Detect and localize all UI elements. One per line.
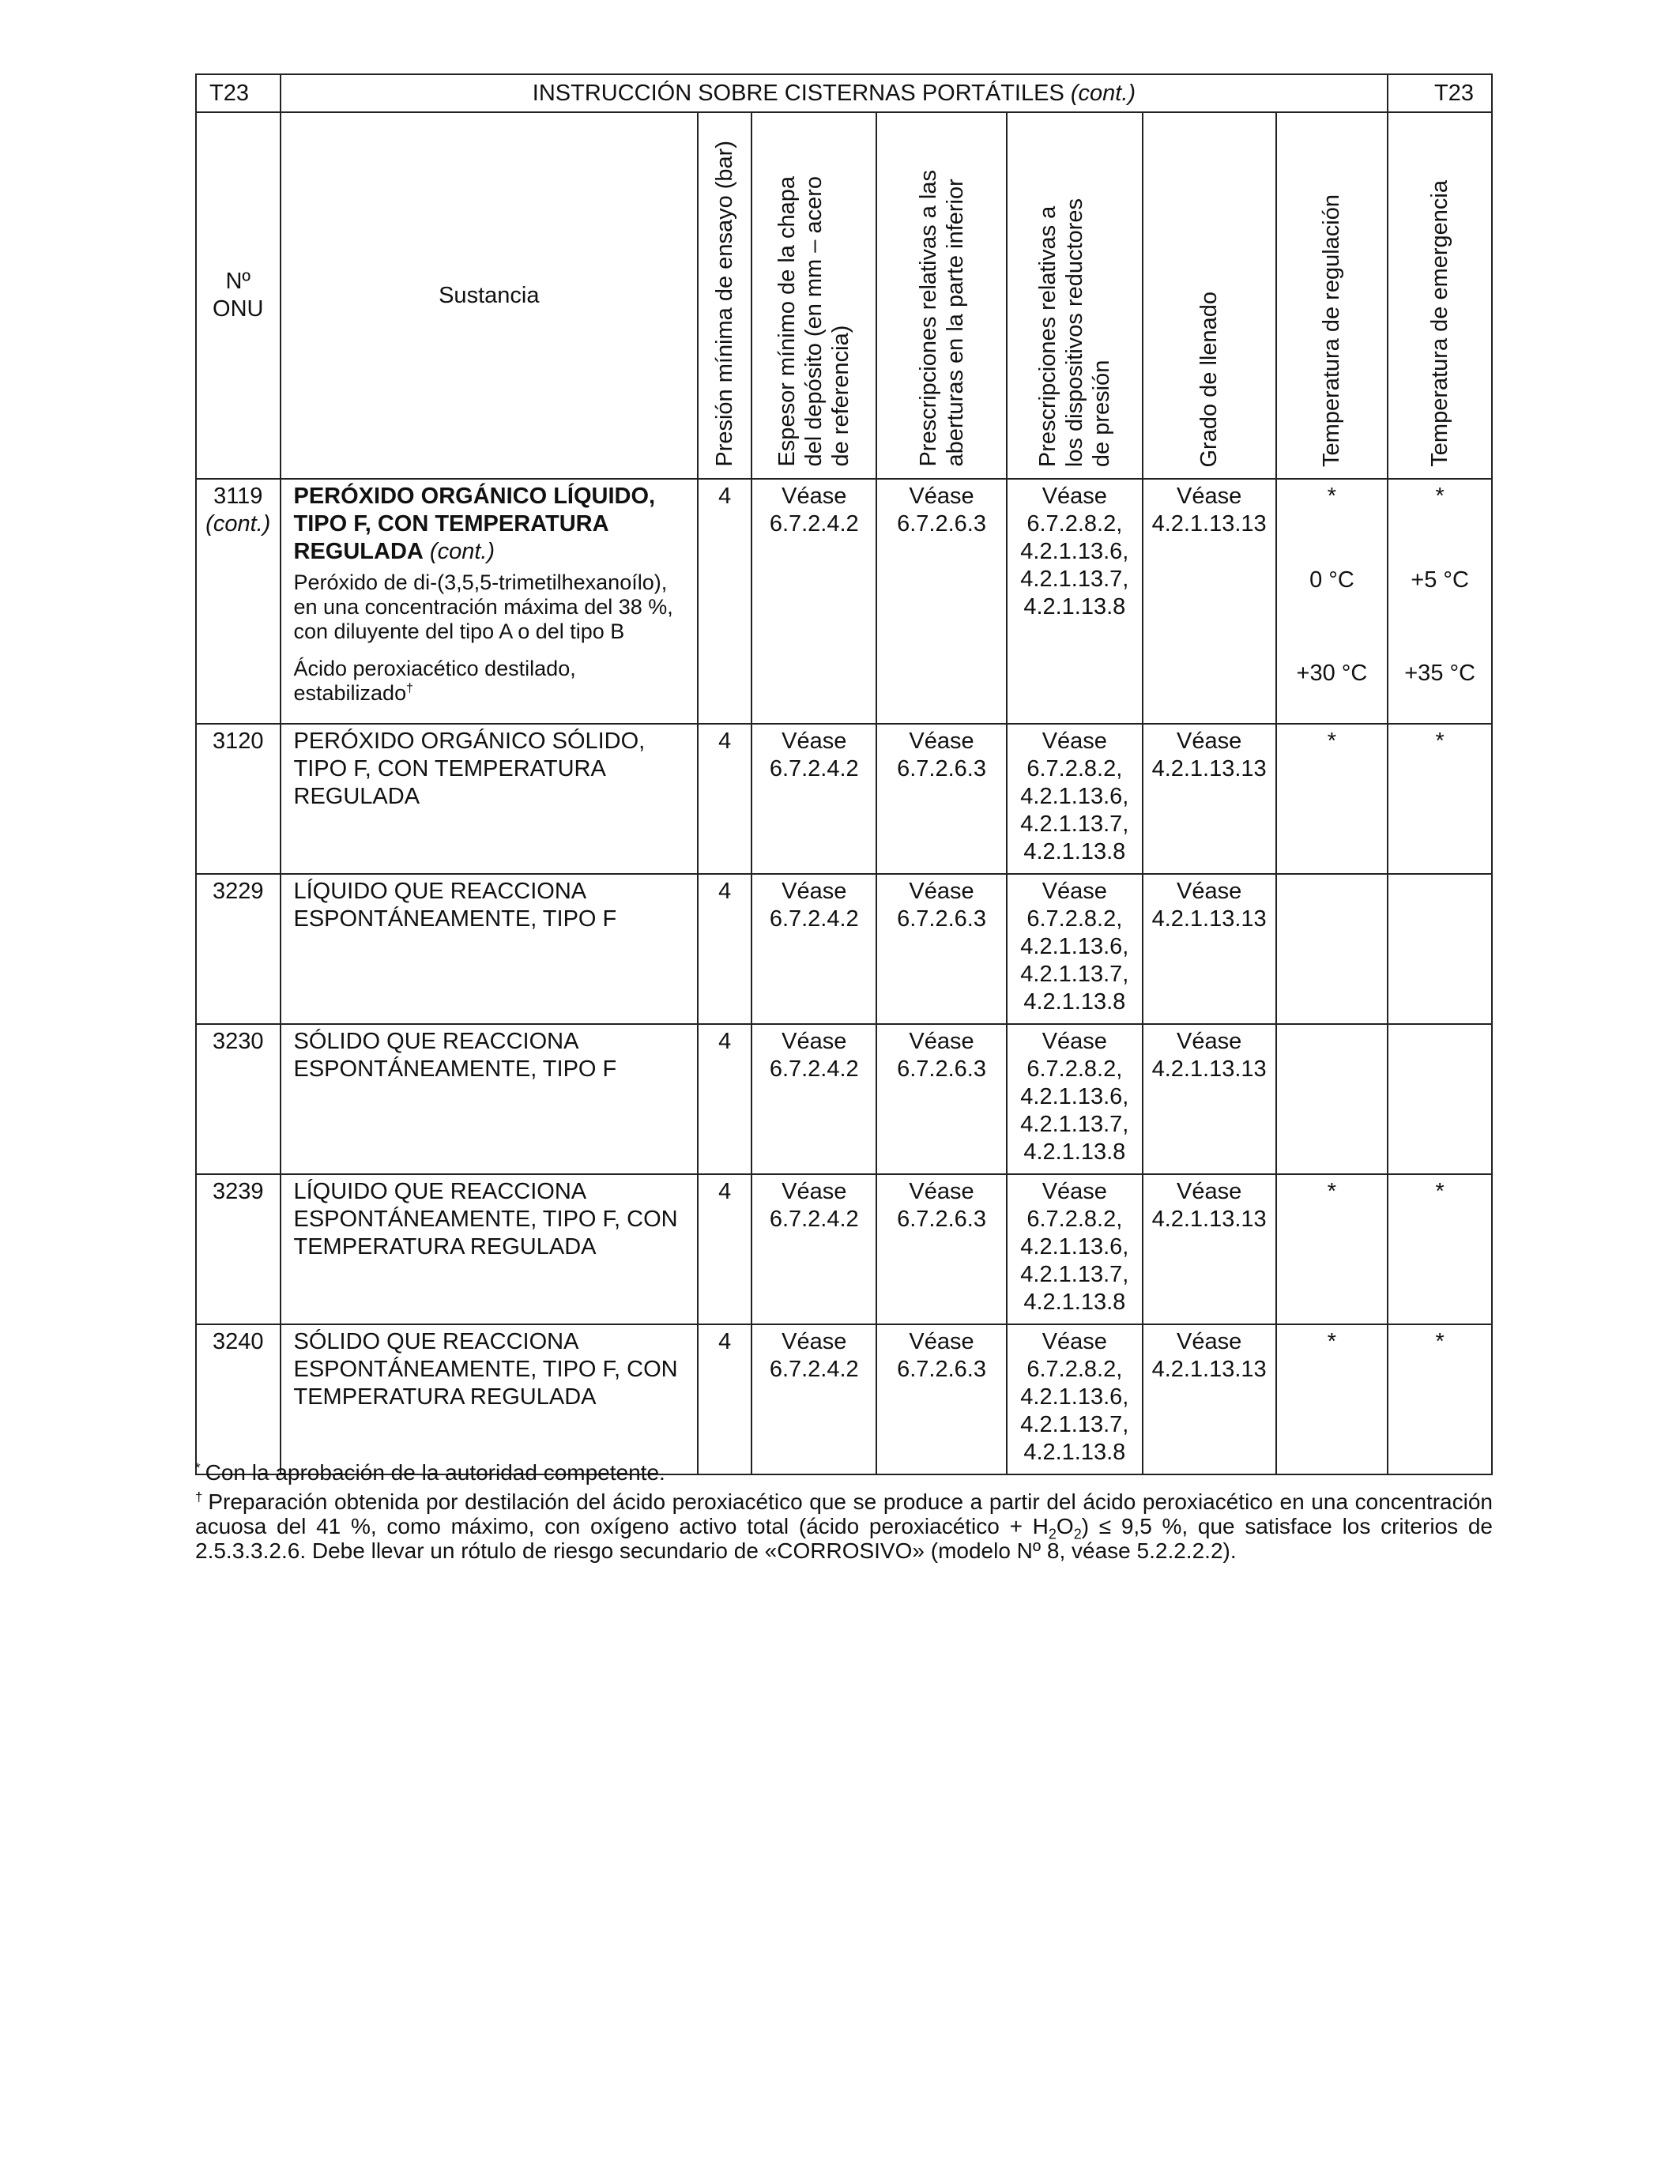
un-number: 3229: [196, 874, 281, 1024]
bottom-openings: Véase 6.7.2.6.3: [876, 874, 1007, 1024]
table-title-row: [196, 74, 1492, 112]
header-bottom-opening: [876, 112, 1007, 479]
pressure-relief: Véase 6.7.2.8.2, 4.2.1.13.6, 4.2.1.13.7, 4.2.1.13.8: [1007, 724, 1143, 874]
footnote-star-mark: *: [195, 1459, 201, 1475]
substance-name-text: PERÓXIDO ORGÁNICO LÍQUIDO, TIPO F, CON TEMPERATURA REGULADA: [293, 484, 656, 564]
header-min-test-pressure: [698, 112, 751, 479]
header-emergency-temperature: [1388, 112, 1492, 479]
footnote-star: [195, 1460, 1493, 1485]
shell-thickness: Véase 6.7.2.4.2: [751, 1024, 876, 1174]
substance-variant-1: Peróxido de di-(3,5,5-trimetilhexanoílo), en una concentración máxima del 38 %, con diluyente del tipo A o del tipo B: [293, 570, 673, 643]
table-title-cont: (cont.): [1070, 80, 1136, 106]
title-code-right: T23: [1388, 74, 1492, 112]
min-test-pressure: 4: [698, 1024, 751, 1174]
pressure-relief: Véase 6.7.2.8.2, 4.2.1.13.6, 4.2.1.13.7, 4.2.1.13.8: [1007, 1024, 1143, 1174]
footnote-dagger-subscript-a: 2: [1048, 1526, 1057, 1542]
bottom-openings: Véase 6.7.2.6.3: [876, 479, 1007, 724]
header-control-temperature: [1276, 112, 1388, 479]
footnote-dagger-text-b: O: [1056, 1514, 1074, 1538]
substance-name: SÓLIDO QUE REACCIONA ESPONTÁNEAMENTE, TIPO F: [281, 1024, 699, 1174]
header-substance: Sustancia: [281, 112, 699, 479]
control-temperature-footnote-mark: *: [1327, 484, 1337, 509]
emergency-temperature: *: [1388, 724, 1492, 874]
substance-name: PERÓXIDO ORGÁNICO SÓLIDO, TIPO F, CON TEMPERATURA REGULADA: [281, 724, 699, 874]
control-temperature-cell: [1276, 479, 1388, 724]
pressure-relief: Véase 6.7.2.8.2, 4.2.1.13.6, 4.2.1.13.7, 4.2.1.13.8: [1007, 1324, 1143, 1474]
emergency-temperature: [1388, 1024, 1492, 1174]
header-control-temperature-text: Temperatura de regulación: [1319, 194, 1345, 467]
bottom-openings: Véase 6.7.2.6.3: [876, 1324, 1007, 1474]
filling-degree: Véase 4.2.1.13.13: [1143, 724, 1276, 874]
pressure-relief: Véase 6.7.2.8.2, 4.2.1.13.6, 4.2.1.13.7, 4.2.1.13.8: [1007, 479, 1143, 724]
un-number: 3239: [196, 1174, 281, 1324]
min-test-pressure: 4: [698, 479, 751, 724]
emergency-temperature: *: [1388, 1174, 1492, 1324]
footnote-dagger: [195, 1489, 1493, 1563]
min-test-pressure: 4: [698, 874, 751, 1024]
min-test-pressure: 4: [698, 724, 751, 874]
dagger-footnote-mark: †: [406, 682, 413, 695]
emergency-temperature: [1388, 874, 1492, 1024]
table-header-row: [196, 112, 1492, 479]
portable-tank-instruction-table: [195, 73, 1493, 1475]
table-row: [196, 724, 1492, 874]
substance-name: LÍQUIDO QUE REACCIONA ESPONTÁNEAMENTE, TIPO F, CON TEMPERATURA REGULADA: [281, 1174, 699, 1324]
bottom-openings: Véase 6.7.2.6.3: [876, 1024, 1007, 1174]
filling-degree: Véase 4.2.1.13.13: [1143, 874, 1276, 1024]
table-title: [281, 74, 1388, 112]
header-pressure-relief: [1007, 112, 1143, 479]
header-min-shell-thickness: [751, 112, 876, 479]
footnote-dagger-text-c: ) ≤ 9,5 %, que satisface los criterios de 2.5.3.3.2.6. Debe llevar un rótulo de riesgo secundario de «CORROSIVO» (modelo Nº 8, véase 5.2.2.2.2).: [195, 1514, 1493, 1563]
table-row: [196, 479, 1492, 724]
control-temperature: *: [1276, 1174, 1388, 1324]
substance-name-cont: (cont.): [429, 539, 495, 564]
footnote-star-text: Con la aprobación de la autoridad competente.: [205, 1460, 665, 1485]
header-filling-degree: [1143, 112, 1276, 479]
un-number: 3120: [196, 724, 281, 874]
header-un-number: Nº ONU: [196, 112, 281, 479]
shell-thickness: Véase 6.7.2.4.2: [751, 479, 876, 724]
min-test-pressure: 4: [698, 1324, 751, 1474]
title-code-left: T23: [196, 74, 281, 112]
emergency-temperature-variant-2: +35 °C: [1404, 661, 1476, 686]
table-row: [196, 874, 1492, 1024]
un-number-cont: (cont.): [205, 511, 271, 537]
header-pressure-relief-text: Prescripciones relativas a los dispositivos reductores de presión: [1034, 198, 1114, 467]
filling-degree: Véase 4.2.1.13.13: [1143, 1174, 1276, 1324]
table-row: [196, 1024, 1492, 1174]
control-temperature: [1276, 874, 1388, 1024]
emergency-temperature-variant-1: +5 °C: [1411, 567, 1469, 593]
pressure-relief: Véase 6.7.2.8.2, 4.2.1.13.6, 4.2.1.13.7, 4.2.1.13.8: [1007, 1174, 1143, 1324]
footnote-dagger-text-a: Preparación obtenida por destilación del ácido peroxiacético que se produce a partir del ácido peroxiacético en una concentración acuosa del 41 %, como máximo, con oxígeno activo total (ácido peroxiacético + H: [195, 1489, 1493, 1538]
footnote-dagger-subscript-b: 2: [1073, 1526, 1082, 1542]
table-row: [196, 1324, 1492, 1474]
control-temperature: [1276, 1024, 1388, 1174]
emergency-temperature-cell: [1388, 479, 1492, 724]
substance-variant-2-text: Ácido peroxiacético destilado, estabilizado: [293, 657, 576, 705]
footnote-dagger-mark: †: [195, 1489, 204, 1504]
substance-cell: [281, 479, 699, 724]
un-number: 3119: [213, 484, 263, 509]
shell-thickness: Véase 6.7.2.4.2: [751, 874, 876, 1024]
bottom-openings: Véase 6.7.2.6.3: [876, 1174, 1007, 1324]
bottom-openings: Véase 6.7.2.6.3: [876, 724, 1007, 874]
shell-thickness: Véase 6.7.2.4.2: [751, 1324, 876, 1474]
header-emergency-temperature-text: Temperatura de emergencia: [1427, 180, 1453, 467]
pressure-relief: Véase 6.7.2.8.2, 4.2.1.13.6, 4.2.1.13.7, 4.2.1.13.8: [1007, 874, 1143, 1024]
un-number: 3240: [196, 1324, 281, 1474]
un-number-cell: [196, 479, 281, 724]
substance-name: LÍQUIDO QUE REACCIONA ESPONTÁNEAMENTE, TIPO F: [281, 874, 699, 1024]
shell-thickness: Véase 6.7.2.4.2: [751, 1174, 876, 1324]
control-temperature-variant-2: +30 °C: [1296, 661, 1368, 686]
filling-degree: Véase 4.2.1.13.13: [1143, 1324, 1276, 1474]
header-min-test-pressure-text: Presión mínima de ensayo (bar): [712, 141, 738, 467]
header-filling-degree-text: Grado de llenado: [1196, 291, 1222, 467]
emergency-temperature-footnote-mark: *: [1435, 484, 1445, 509]
emergency-temperature: *: [1388, 1324, 1492, 1474]
filling-degree: Véase 4.2.1.13.13: [1143, 479, 1276, 724]
substance-name: [294, 483, 690, 566]
min-test-pressure: 4: [698, 1174, 751, 1324]
control-temperature: *: [1276, 1324, 1388, 1474]
table-title-text: INSTRUCCIÓN SOBRE CISTERNAS PORTÁTILES: [532, 80, 1064, 106]
footnotes: [195, 1460, 1493, 1568]
substance-variant-2: [294, 657, 690, 706]
shell-thickness: Véase 6.7.2.4.2: [751, 724, 876, 874]
substance-name: SÓLIDO QUE REACCIONA ESPONTÁNEAMENTE, TIPO F, CON TEMPERATURA REGULADA: [281, 1324, 699, 1474]
header-bottom-opening-text: Prescripciones relativas a las aberturas en la parte inferior: [915, 170, 968, 467]
filling-degree: Véase 4.2.1.13.13: [1143, 1024, 1276, 1174]
table-row: [196, 1174, 1492, 1324]
control-temperature: *: [1276, 724, 1388, 874]
header-min-shell-thickness-text: Espesor mínimo de la chapa del depósito (en mm – acero de referencia): [774, 176, 854, 467]
un-number: 3230: [196, 1024, 281, 1174]
control-temperature-variant-1: 0 °C: [1309, 567, 1354, 593]
